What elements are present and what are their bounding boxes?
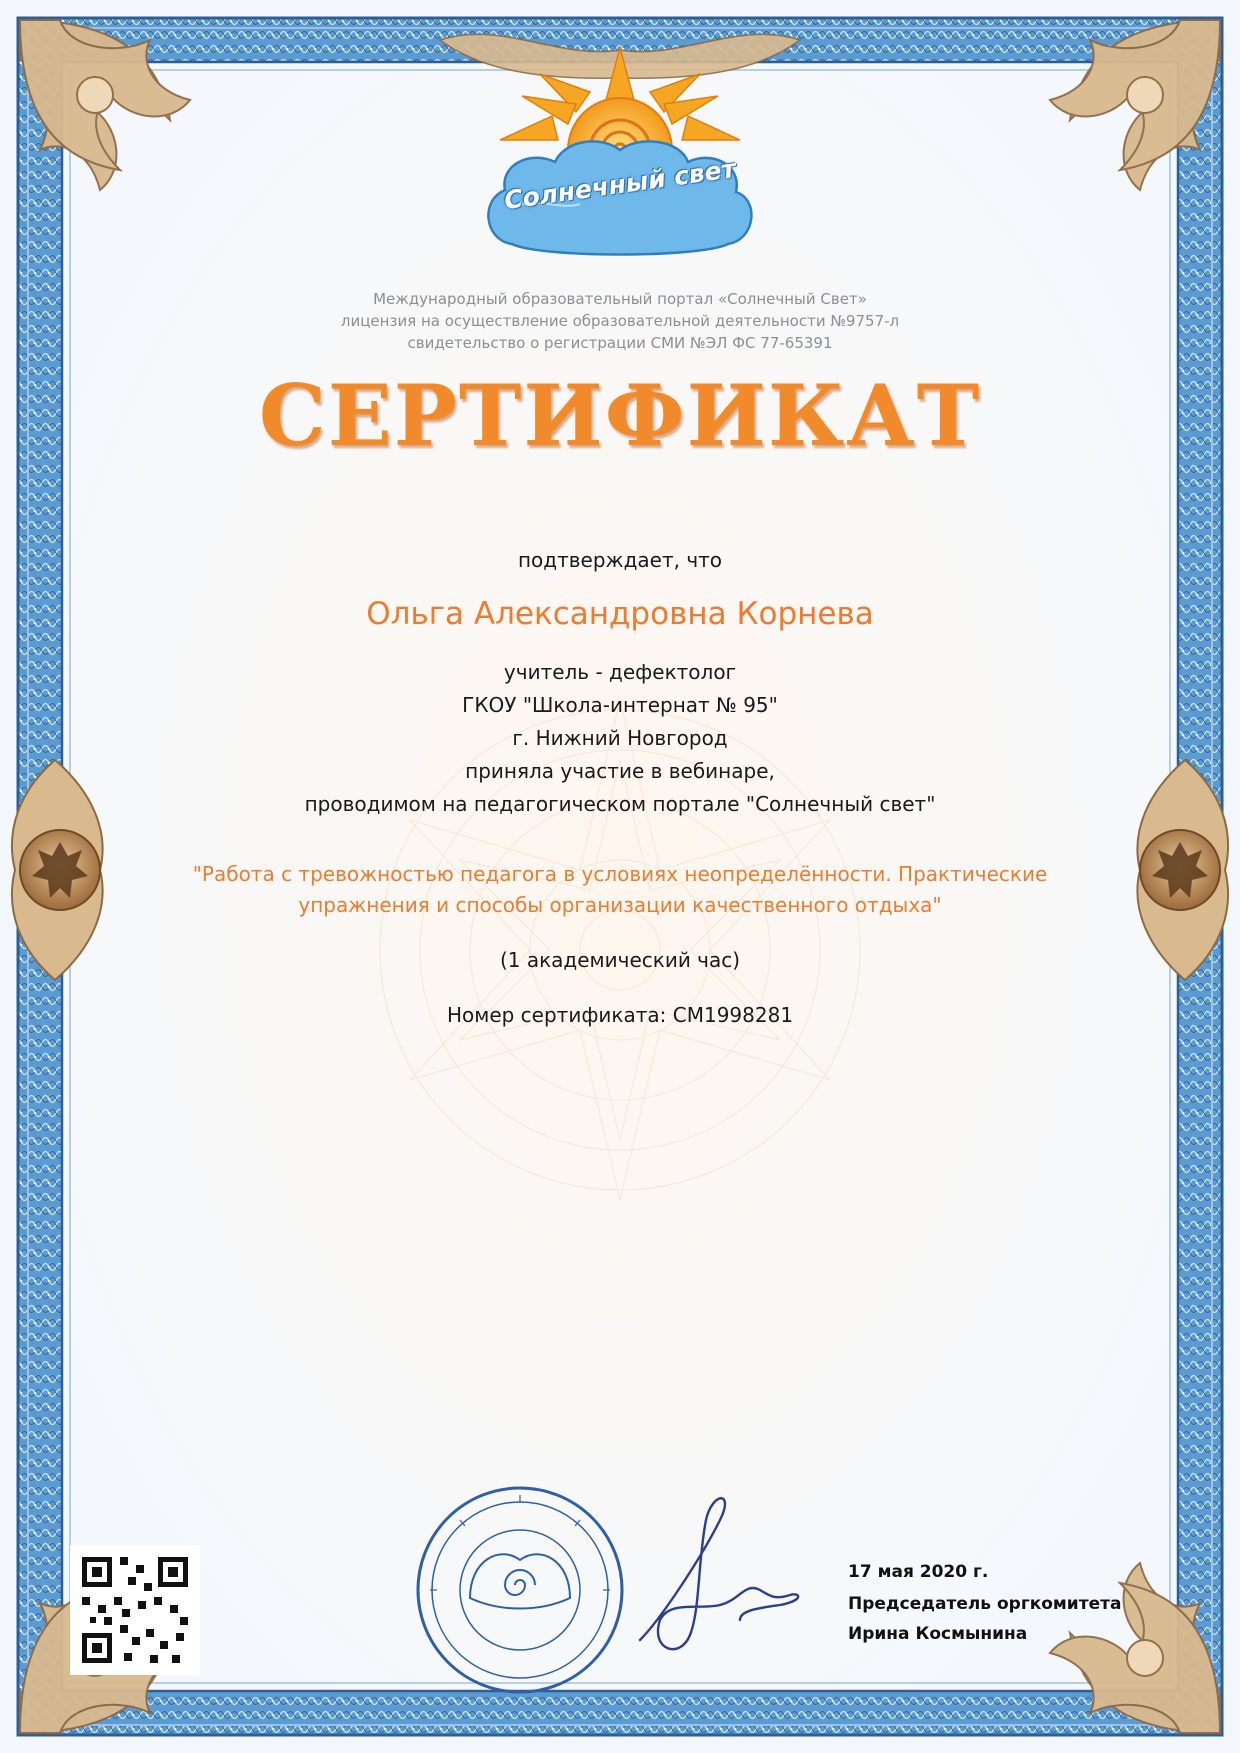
recipient-name: Ольга Александровна Корнева <box>366 596 874 632</box>
participation-line-2: проводимом на педагогическом портале "Солнечный свет" <box>304 792 936 816</box>
webinar-title-line-2: упражнения и способы организации качественного отдыха" <box>298 893 942 917</box>
signer-role: Председатель оргкомитета <box>848 1594 1122 1614</box>
issuer-line-2: лицензия на осуществление образовательной деятельности №9757-л <box>340 312 900 330</box>
issuer-line-1: Международный образовательный портал «Солнечный Свет» <box>373 290 867 308</box>
participation-line-1: приняла участие в вебинаре, <box>465 759 775 783</box>
webinar-title-line-1: "Работа с тревожностью педагога в условиях неопределённости. Практические <box>192 862 1048 886</box>
issue-date: 17 мая 2020 г. <box>848 1562 989 1582</box>
issuer-line-3: свидетельство о регистрации СМИ №ЭЛ ФС 77-65391 <box>407 334 833 352</box>
certificate-title: СЕРТИФИКАТ <box>258 366 982 465</box>
confirms-text: подтверждает, что <box>517 548 723 572</box>
logo-title: Солнечный свет <box>502 153 738 216</box>
webinar-hours: (1 академический час) <box>499 948 741 972</box>
signer-name: Ирина Космынина <box>848 1624 1028 1644</box>
certificate-number: Номер сертификата: СМ1998281 <box>446 1003 794 1027</box>
recipient-position: учитель - дефектолог <box>503 660 737 684</box>
recipient-city: г. Нижний Новгород <box>512 726 728 750</box>
recipient-organization: ГКОУ "Школа-интернат № 95" <box>462 693 778 717</box>
